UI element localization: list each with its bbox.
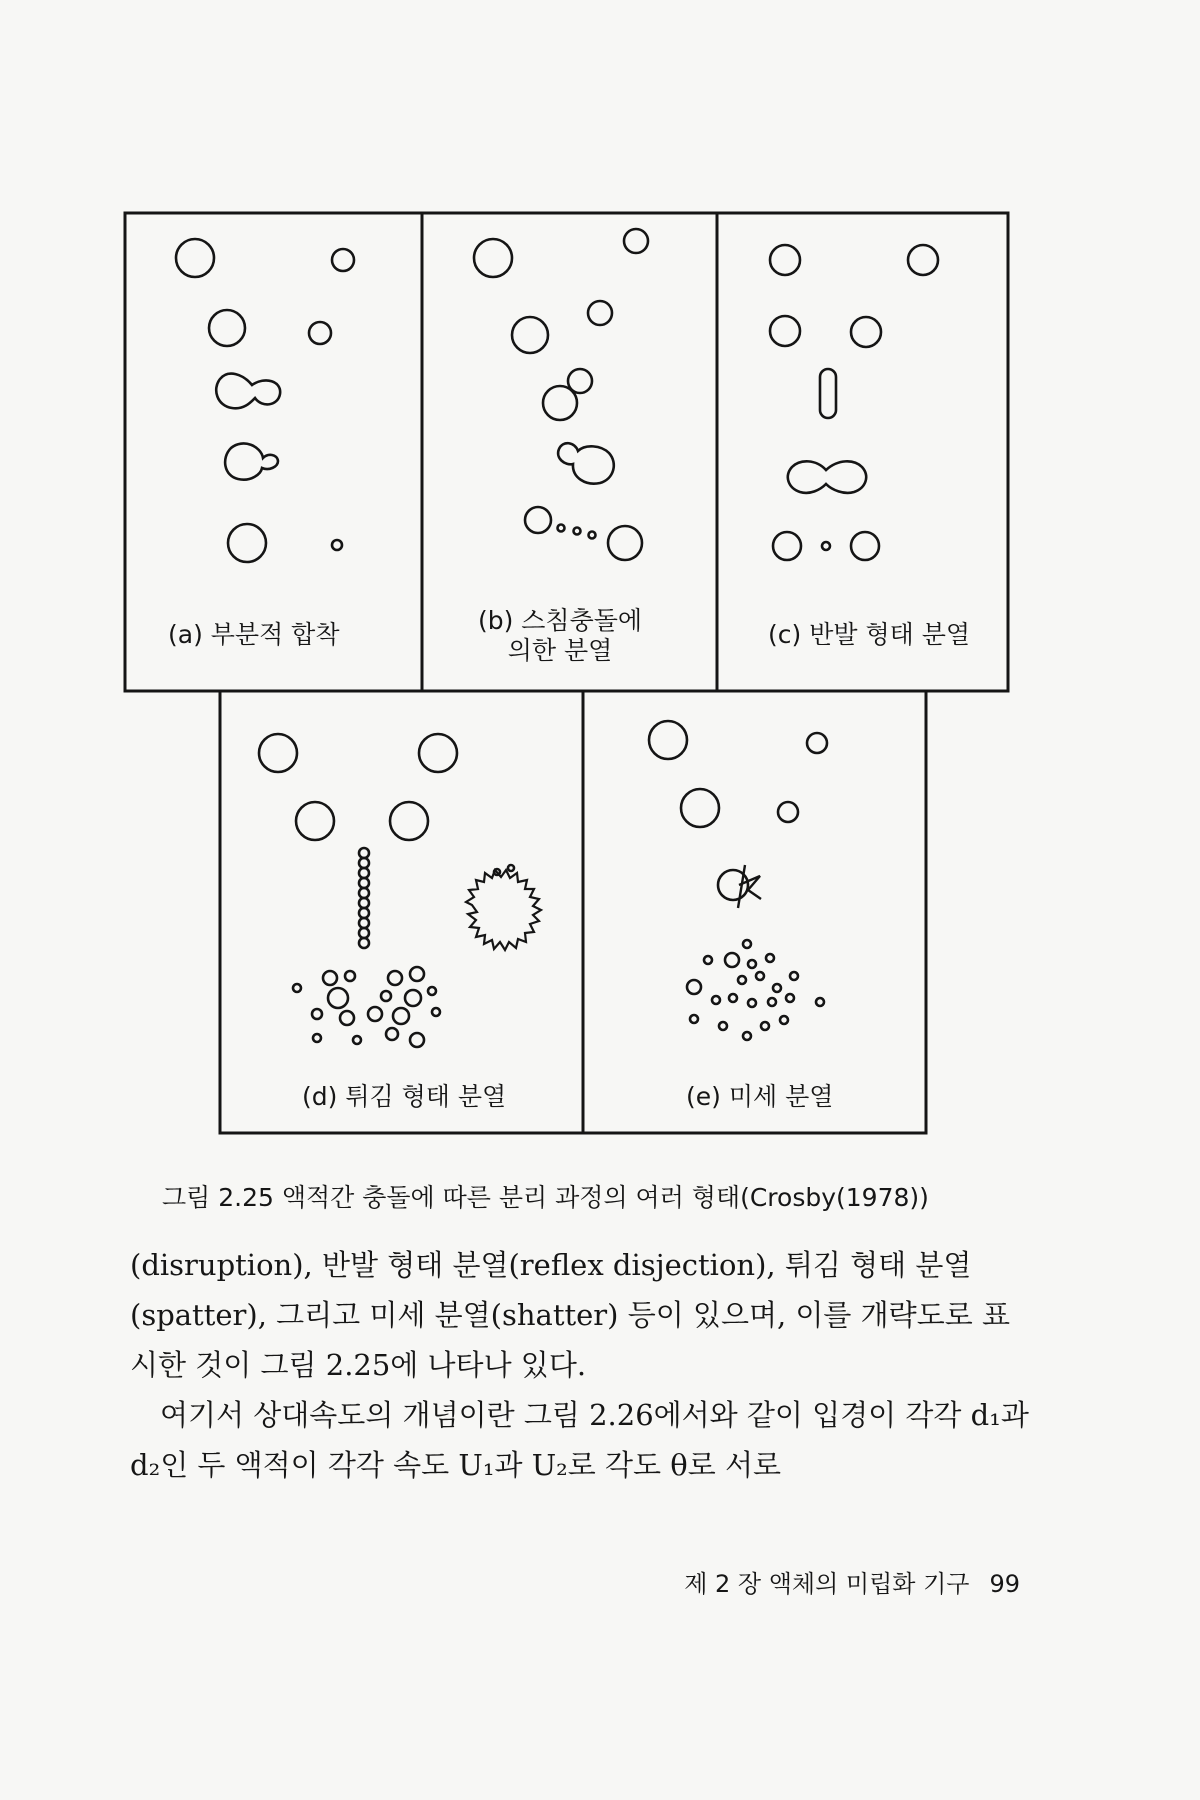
chapter-title: 제 2 장 액체의 미립화 기구: [684, 1570, 970, 1598]
panel-b-label: (b) 스침충돌에 의한 분열: [477, 606, 643, 665]
panel-d-drops: [259, 734, 541, 1047]
panel-e-fragments: [687, 940, 824, 1040]
panel-d-fragments: [293, 967, 440, 1047]
body-text: [130, 1240, 1030, 1490]
panel-d-chain: [359, 848, 369, 948]
paragraph-1: (disruption), 반발 형태 분열(reflex disjection), 튀김 형태 분열 (spatter), 그리고 미세 분열(shatter) 등이 있으며, 이를 개략도로 표시한 것이 그림 2.25에 나타나 있다.: [130, 1248, 1010, 1382]
panel-c-label: (c) 반발 형태 분열: [768, 620, 970, 649]
panel-d-crown: [466, 870, 541, 950]
page-number: 99: [989, 1570, 1020, 1598]
figure-2-25: [120, 208, 1020, 1148]
figure-caption: 그림 2.25 액적간 충돌에 따른 분리 과정의 여러 형태(Crosby(1978)): [162, 1183, 929, 1212]
panel-e-label: (e) 미세 분열: [686, 1082, 834, 1111]
panel-a-drops: [176, 239, 354, 562]
paragraph-2: 여기서 상대속도의 개념이란 그림 2.26에서와 같이 입경이 각각 d₁과 d₂인 두 액적이 각각 속도 U₁과 U₂로 각도 θ로 서로: [130, 1398, 1029, 1482]
panel-c-drops: [770, 245, 938, 560]
panel-a-label: (a) 부분적 합착: [168, 620, 340, 649]
page-footer: [618, 1564, 1020, 1599]
panel-b-drops: [474, 229, 648, 560]
panel-d-label: (d) 튀김 형태 분열: [302, 1082, 507, 1111]
panel-e-drops: [649, 721, 827, 1040]
figure-drawing: [120, 208, 1020, 1148]
panel-frame-bottom-row: [220, 691, 926, 1133]
